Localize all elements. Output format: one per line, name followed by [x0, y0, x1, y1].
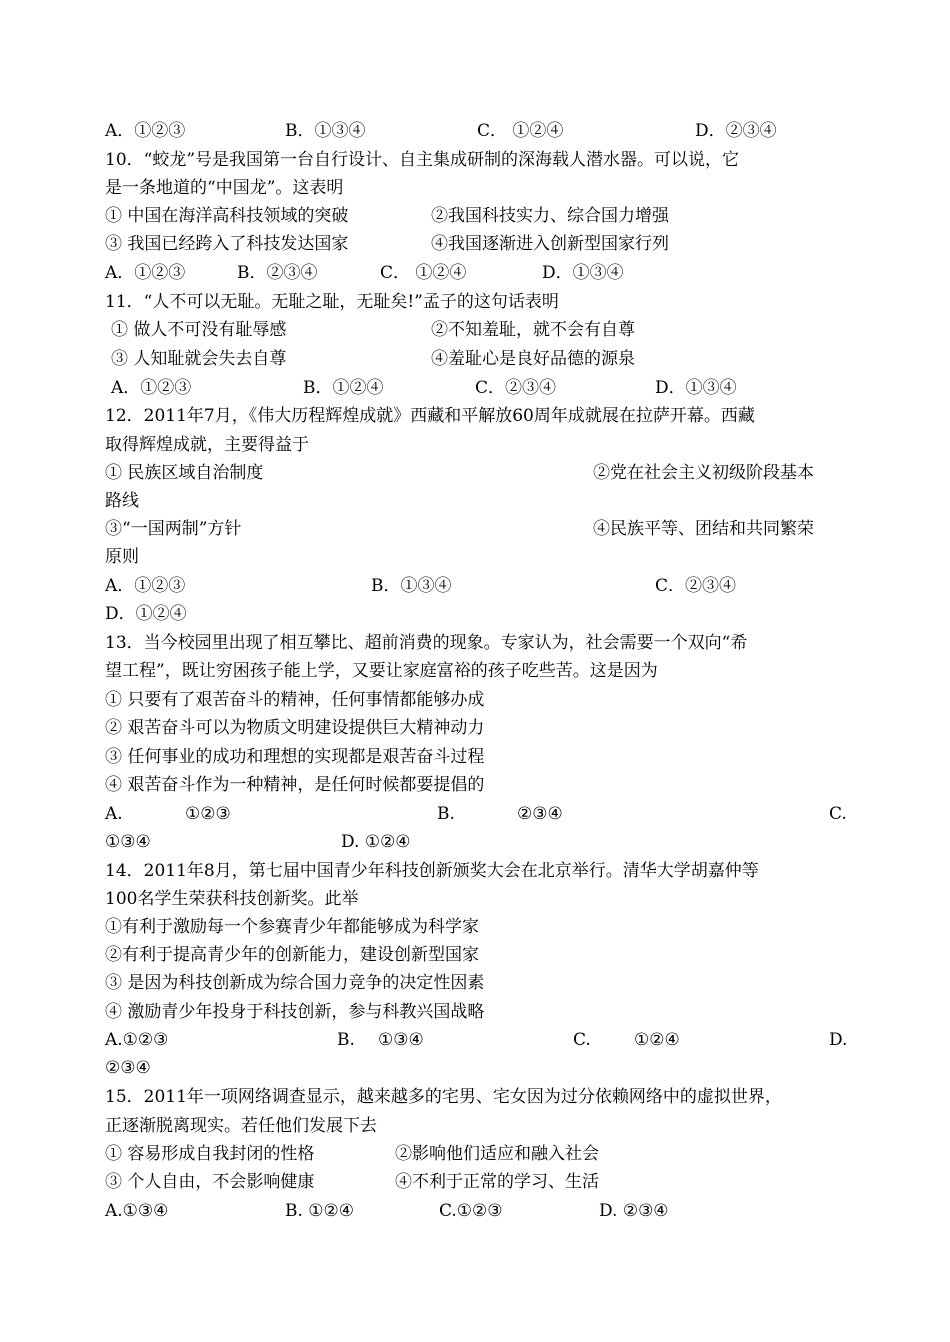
- q11-option-c: C．②③④: [475, 378, 557, 398]
- q14-option-d-value: ②③④: [105, 1058, 151, 1078]
- q14-stem-line2: 100名学生荣获科技创新奖。此举: [105, 889, 359, 909]
- q12-option-c: C．②③④: [655, 576, 737, 596]
- q10-choice-4: ④我国逐渐进入创新型国家行列: [431, 234, 669, 254]
- q14-choice-1: ①有利于激励每一个参赛青少年都能够成为科学家: [105, 917, 479, 937]
- q10-choice-2: ②我国科技实力、综合国力增强: [431, 206, 669, 226]
- q13-option-d: D. ①②④: [341, 832, 411, 852]
- q10-option-d: D．①③④: [542, 263, 624, 283]
- q13-option-a-value: ①②③: [185, 804, 231, 824]
- q12-choice-3: ③“一国两制”方针: [105, 519, 242, 539]
- q10-choice-3: ③ 我国已经跨入了科技发达国家: [105, 234, 349, 254]
- q15-option-a: A.①③④: [105, 1201, 169, 1221]
- q14-choice-3: ③ 是因为科技创新成为综合国力竞争的决定性因素: [105, 973, 485, 993]
- q14-stem-line1: 14．2011年8月，第七届中国青少年科技创新颁奖大会在北京举行。清华大学胡嘉仲等: [105, 861, 759, 881]
- q13-option-b-value: ②③④: [517, 804, 563, 824]
- q11-option-d: D．①③④: [655, 378, 737, 398]
- q11-choice-2: ②不知羞耻，就不会有自尊: [431, 320, 635, 340]
- q12-option-d: D．①②④: [105, 604, 187, 624]
- q9-option-d: D．②③④: [695, 121, 777, 141]
- q11-option-b: B．①②④: [303, 378, 384, 398]
- q12-choice-2-wrap: 路线: [105, 491, 139, 511]
- q13-option-c-label: C.: [829, 804, 847, 824]
- q12-option-a: A．①②③: [105, 576, 186, 596]
- q15-choice-3: ③ 个人自由，不会影响健康: [105, 1172, 315, 1192]
- q11-choice-4: ④羞耻心是良好品德的源泉: [431, 349, 635, 369]
- q12-stem-line1: 12．2011年7月，《伟大历程辉煌成就》西藏和平解放60周年成就展在拉萨开幕。西藏: [105, 406, 755, 426]
- q12-choice-4-wrap: 原则: [105, 547, 139, 567]
- q15-stem-line2: 正逐渐脱离现实。若任他们发展下去: [105, 1116, 377, 1136]
- q13-choice-1: ① 只要有了艰苦奋斗的精神，任何事情都能够办成: [105, 690, 485, 710]
- q9-option-a: A．①②③: [105, 121, 186, 141]
- q14-option-c-label: C.: [573, 1030, 591, 1050]
- q14-option-a: A.①②③: [105, 1030, 169, 1050]
- q14-option-b-value: ①③④: [378, 1030, 424, 1050]
- q9-option-b: B．①③④: [285, 121, 366, 141]
- q15-option-c: C.①②③: [439, 1201, 503, 1221]
- q12-stem-line2: 取得辉煌成就，主要得益于: [105, 435, 309, 455]
- q11-choice-1: ① 做人不可没有耻辱感: [111, 320, 287, 340]
- q12-option-b: B．①③④: [371, 576, 452, 596]
- q13-choice-3: ③ 任何事业的成功和理想的实现都是艰苦奋斗过程: [105, 747, 485, 767]
- q11-option-a: A．①②③: [111, 378, 192, 398]
- q15-option-d: D. ②③④: [599, 1201, 669, 1221]
- q12-choice-1: ① 民族区域自治制度: [105, 463, 264, 483]
- q14-choice-4: ④ 激励青少年投身于科技创新，参与科教兴国战略: [105, 1002, 485, 1022]
- q10-option-c: C． ①②④: [380, 263, 467, 283]
- q13-option-c-value: ①③④: [105, 832, 151, 852]
- q10-stem-line1: 10．“蛟龙”号是我国第一台自行设计、自主集成研制的深海载人潜水器。可以说，它: [105, 150, 740, 170]
- q14-option-c-value: ①②④: [634, 1030, 680, 1050]
- q14-choice-2: ②有利于提高青少年的创新能力，建设创新型国家: [105, 945, 479, 965]
- q15-choice-2: ②影响他们适应和融入社会: [395, 1144, 599, 1164]
- q10-stem-line2: 是一条地道的“中国龙”。这表明: [105, 178, 344, 198]
- q10-option-b: B．②③④: [237, 263, 318, 283]
- q12-choice-2: ②党在社会主义初级阶段基本: [593, 463, 814, 483]
- q15-choice-1: ① 容易形成自我封闭的性格: [105, 1144, 315, 1164]
- q13-option-a-label: A.: [105, 804, 123, 824]
- q12-choice-4: ④民族平等、团结和共同繁荣: [593, 519, 814, 539]
- q10-option-a: A．①②③: [105, 263, 186, 283]
- q15-option-b: B. ①②④: [285, 1201, 355, 1221]
- q13-option-b-label: B.: [437, 804, 455, 824]
- q9-option-c: C． ①②④: [477, 121, 564, 141]
- q13-stem-line1: 13．当今校园里出现了相互攀比、超前消费的现象。专家认为，社会需要一个双向“希: [105, 633, 748, 653]
- q10-choice-1: ① 中国在海洋高科技领域的突破: [105, 206, 349, 226]
- q15-stem-line1: 15．2011年一项网络调查显示，越来越多的宅男、宅女因为过分依赖网络中的虚拟世界，: [105, 1087, 782, 1107]
- q15-choice-4: ④不利于正常的学习、生活: [395, 1172, 599, 1192]
- q11-choice-3: ③ 人知耻就会失去自尊: [111, 349, 287, 369]
- q14-option-d-label: D.: [829, 1030, 848, 1050]
- q13-choice-2: ② 艰苦奋斗可以为物质文明建设提供巨大精神动力: [105, 718, 485, 738]
- q14-option-b-label: B.: [337, 1030, 355, 1050]
- q13-stem-line2: 望工程”，既让穷困孩子能上学，又要让家庭富裕的孩子吃些苦。这是因为: [105, 661, 658, 681]
- q13-choice-4: ④ 艰苦奋斗作为一种精神，是任何时候都要提倡的: [105, 775, 485, 795]
- q11-stem-line1: 11．“人不可以无耻。无耻之耻，无耻矣!”孟子的这句话表明: [105, 292, 559, 312]
